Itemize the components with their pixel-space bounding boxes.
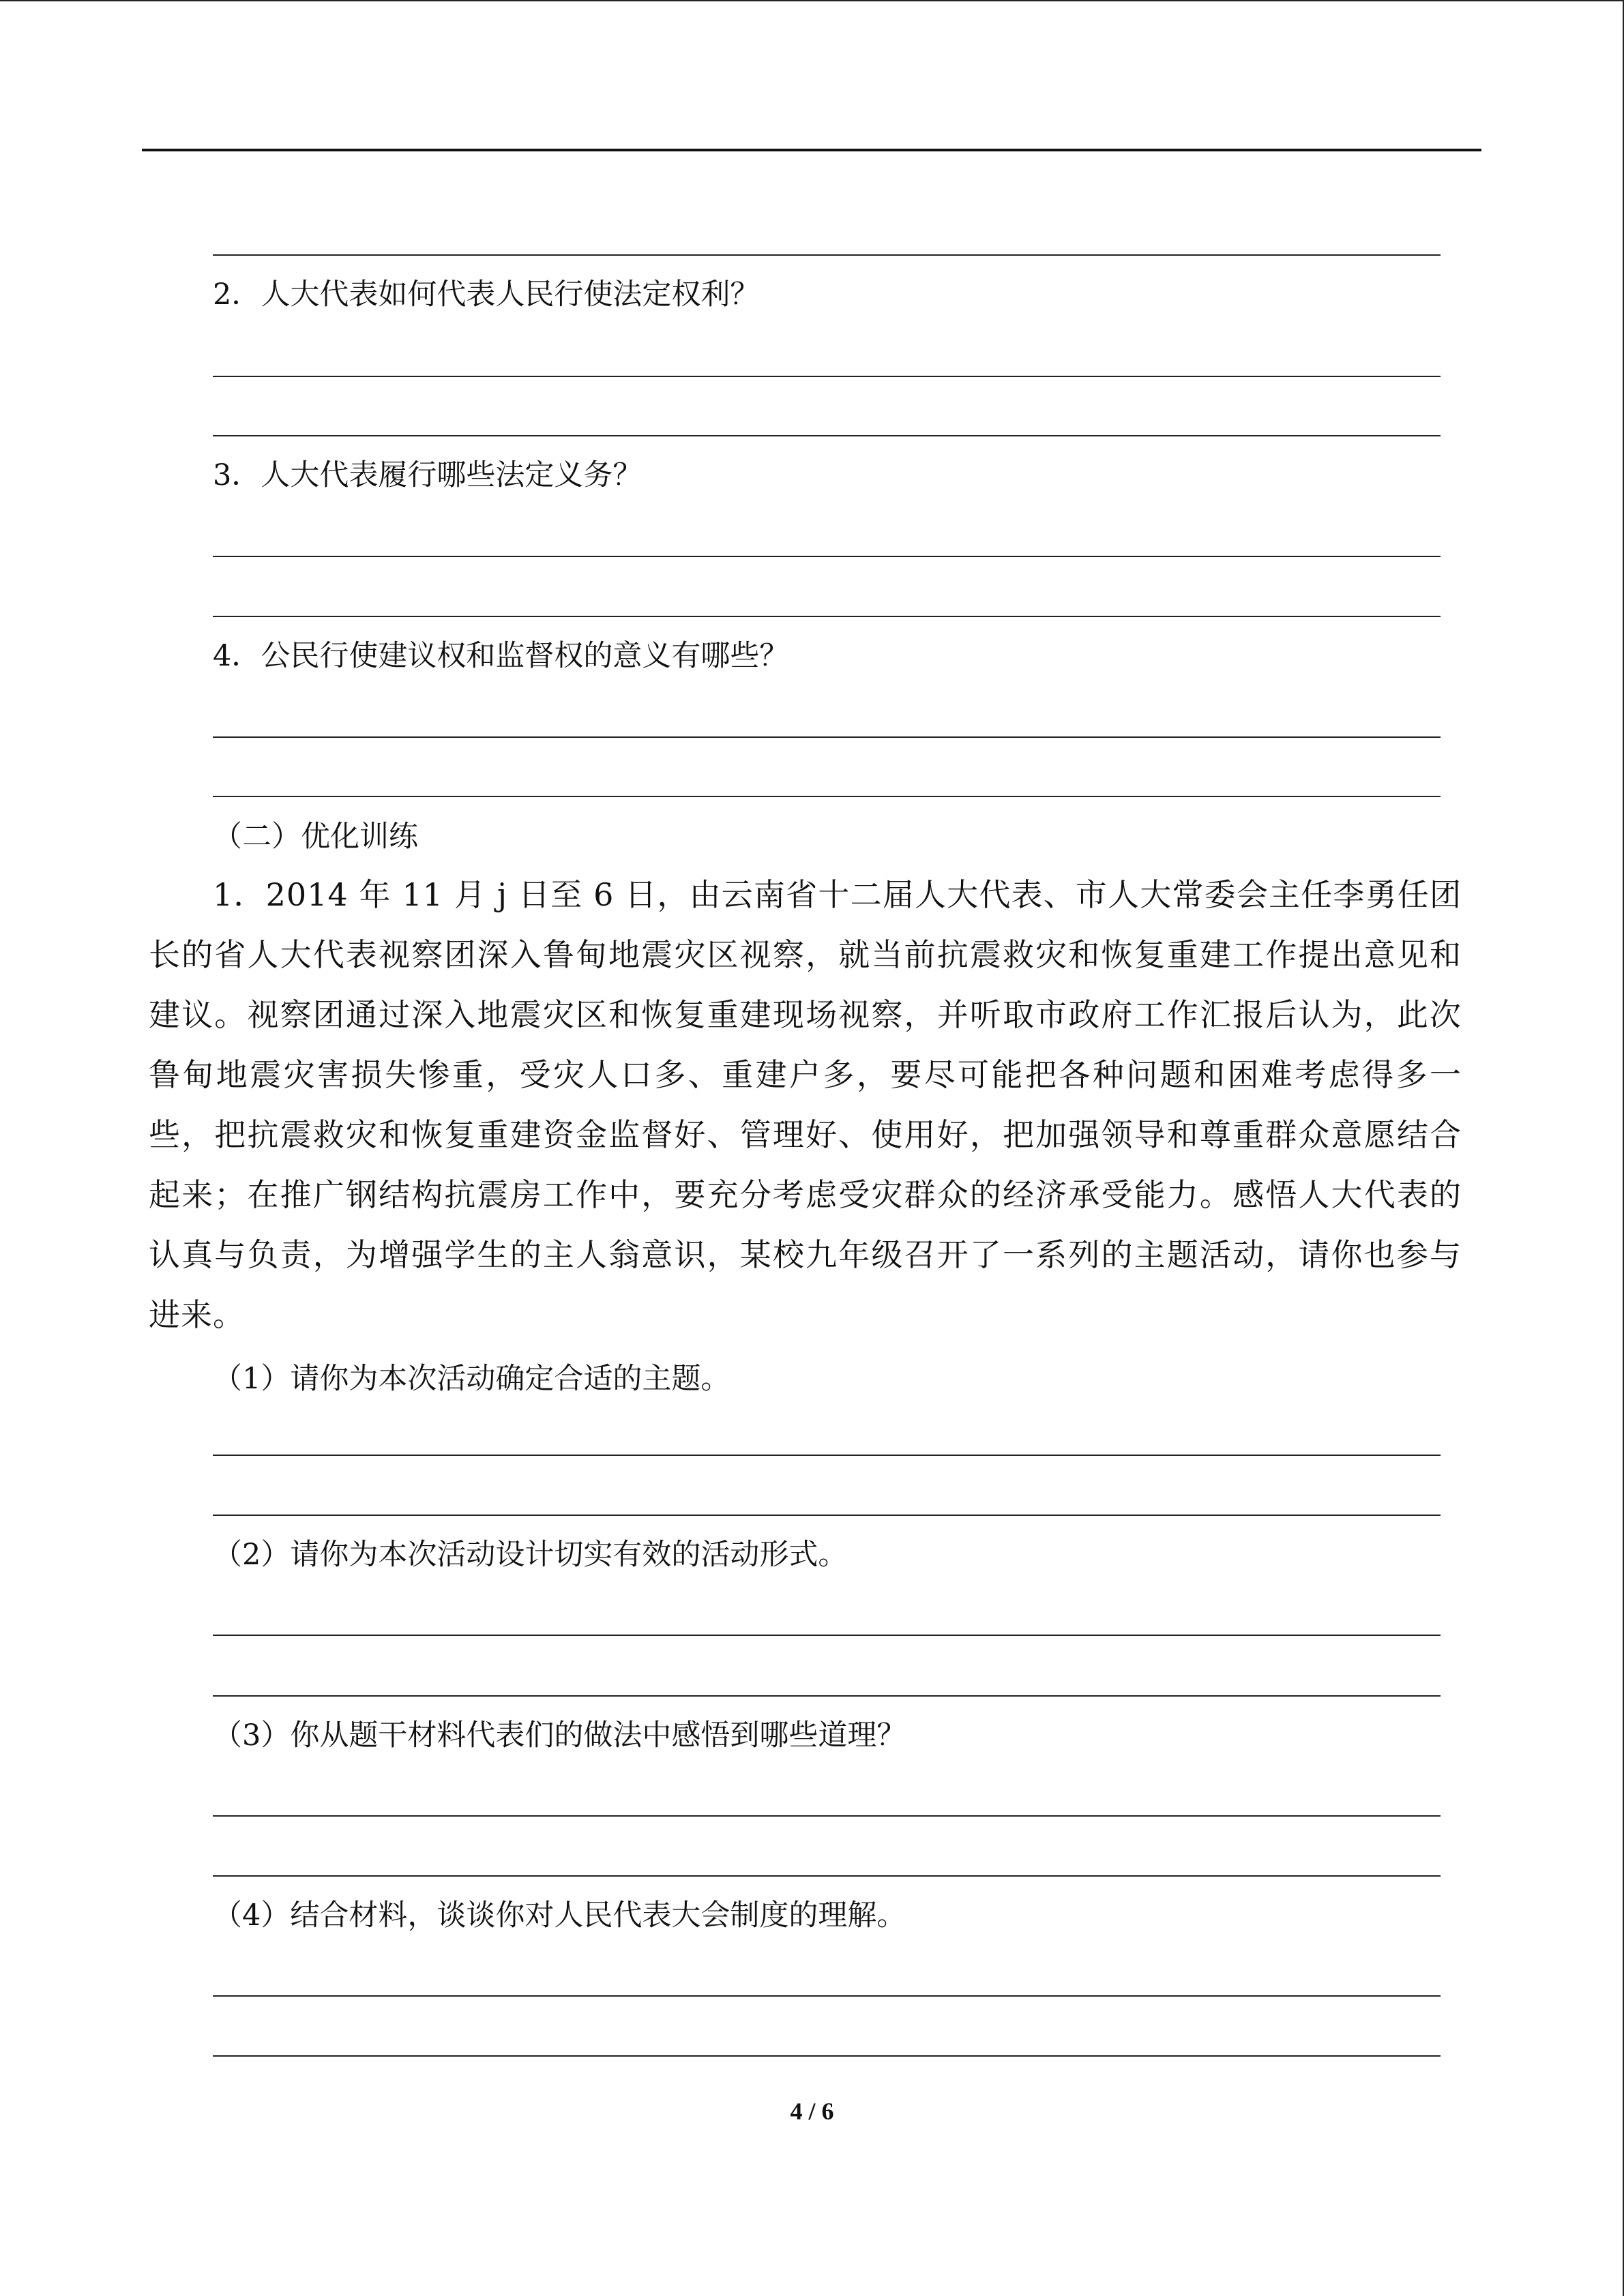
answer-line[interactable] [213,1455,1441,1456]
answer-line[interactable] [213,1695,1441,1697]
sub-question-4: （4）结合材料，谈谈你对人民代表大会制度的理解。 [213,1898,906,1933]
sub-question-3: （3）你从题干材料代表们的做法中感悟到哪些道理？ [213,1718,906,1753]
question-4: 4．公民行使建议权和监督权的意义有哪些？ [213,639,789,673]
answer-line[interactable] [213,1995,1441,1997]
sub-question-2: （2）请你为本次活动设计切实有效的活动形式。 [213,1538,848,1572]
answer-line[interactable] [213,2055,1441,2057]
question-3: 3．人大代表履行哪些法定义务？ [213,458,643,492]
answer-line[interactable] [213,796,1441,797]
answer-line[interactable] [213,556,1441,557]
answer-line[interactable] [213,616,1441,617]
answer-line[interactable] [213,376,1441,377]
page-border-top [0,0,1624,1]
answer-line[interactable] [213,1515,1441,1516]
material-paragraph: 1．2014 年 11 月 j 日至 6 日，由云南省十二届人大代表、市人大常委会主任李勇任团长的省人大代表视察团深入鲁甸地震灾区视察，就当前抗震救灾和恢复重建工作提出意见和建议。视察团通过深入地震灾区和恢复重建现场视察，并听取市政府工作汇报后认为，此次鲁甸地震灾害损失惨重，受灾人口多、重建户多，要尽可能把各种问题和困难考虑得多一些，把抗震救灾和恢复重建资金监督好、管理好、使用好，把加强领导和尊重群众意愿结合起来；在推广钢结构抗震房工作中，要充分考虑受灾群众的经济承受能力。感悟人大代表的认真与负责，为增强学生的主人翁意识，某校九年级召开了一系列的主题活动，请你也参与进来。 [149,876,1462,1333]
answer-line[interactable] [213,736,1441,738]
answer-line[interactable] [213,254,1441,256]
section-title: （二）优化训练 [213,820,418,854]
answer-line[interactable] [213,1635,1441,1636]
sub-question-1: （1）请你为本次活动确定合适的主题。 [213,1362,730,1396]
answer-line[interactable] [213,1815,1441,1817]
question-2: 2．人大代表如何代表人民行使法定权利？ [213,278,760,312]
answer-line[interactable] [213,1875,1441,1877]
header-rule [142,149,1481,151]
page-number: 4 / 6 [790,2098,834,2125]
answer-line[interactable] [213,435,1441,436]
